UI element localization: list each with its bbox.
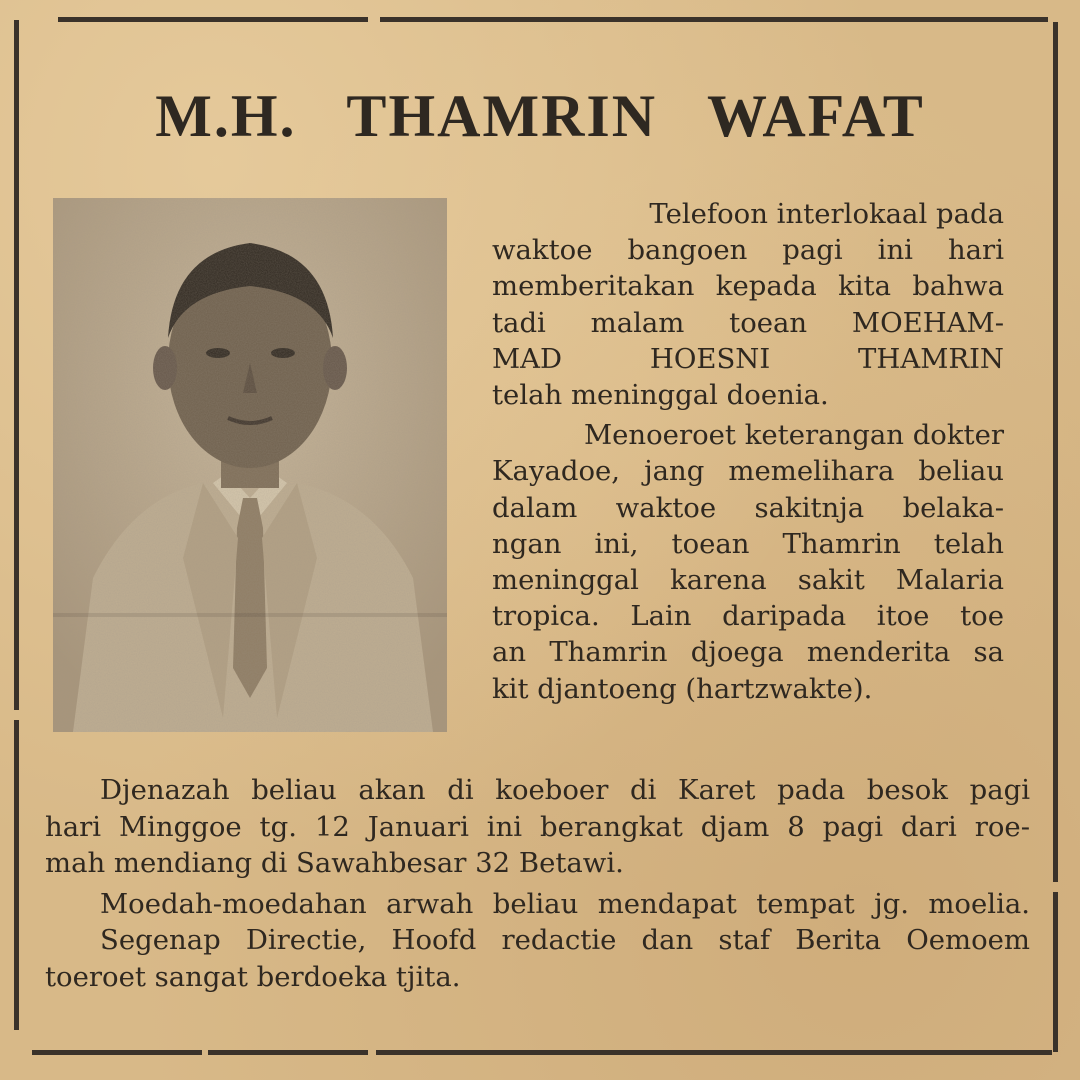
body-line: hari Minggoe tg. 12 Januari ini berangkat djam 8 pagi dari roe- bbox=[45, 810, 1030, 843]
portrait-photo-icon bbox=[53, 198, 447, 732]
column-line: Telefoon interlokaal pada bbox=[649, 198, 1004, 230]
column-line: an Thamrin djoega menderita sa bbox=[492, 636, 1004, 669]
body-line: Segenap Directie, Hoofd redactie dan staf Berita Oemoem bbox=[100, 924, 1030, 956]
border-rule-bottom-right bbox=[376, 1050, 1052, 1055]
column-line: telah meninggal doenia. bbox=[492, 379, 829, 412]
border-rule-top-right bbox=[380, 17, 1048, 22]
body-line: toeroet sangat berdoeka tjita. bbox=[45, 960, 461, 993]
border-rule-bottom-left bbox=[32, 1050, 202, 1055]
headline: M.H. THAMRIN WAFAT bbox=[155, 83, 925, 149]
column-line: tropica. Lain daripada itoe toe bbox=[492, 600, 1004, 633]
body-line: Djenazah beliau akan di koeboer di Karet pada besok pagi bbox=[100, 774, 1030, 806]
border-rule-right-upper bbox=[1053, 22, 1058, 882]
column-text bbox=[492, 196, 1004, 707]
column-line: Kayadoe, jang memelihara beliau bbox=[492, 455, 1004, 488]
border-rule-top-left bbox=[58, 17, 368, 22]
column-line: tadi malam toean MOEHAM- bbox=[492, 306, 1004, 339]
body-line: Moedah-moedahan arwah beliau mendapat tempat jg. moelia. bbox=[100, 887, 1030, 920]
column-line: Menoeroet keterangan dokter bbox=[583, 419, 1004, 452]
column-line: MAD HOESNI THAMRIN bbox=[492, 342, 1004, 375]
border-rule-bottom-middle bbox=[208, 1050, 368, 1055]
portrait-photo bbox=[53, 198, 447, 732]
column-line: kit djantoeng (hartzwakte). bbox=[492, 672, 873, 705]
column-line: ngan ini, toean Thamrin telah bbox=[492, 527, 1004, 560]
full-width-text bbox=[45, 772, 1030, 995]
border-rule-left-lower bbox=[14, 720, 19, 1030]
column-line: memberitakan kepada kita bahwa bbox=[492, 270, 1004, 303]
column-line: waktoe bangoen pagi ini hari bbox=[492, 234, 1004, 267]
body-line: mah mendiang di Sawahbesar 32 Betawi. bbox=[45, 847, 624, 879]
column-line: dalam waktoe sakitnja belaka- bbox=[492, 491, 1004, 524]
border-rule-left-upper bbox=[14, 20, 19, 710]
column-line: meninggal karena sakit Malaria bbox=[492, 564, 1004, 597]
border-rule-right-lower bbox=[1053, 892, 1058, 1052]
